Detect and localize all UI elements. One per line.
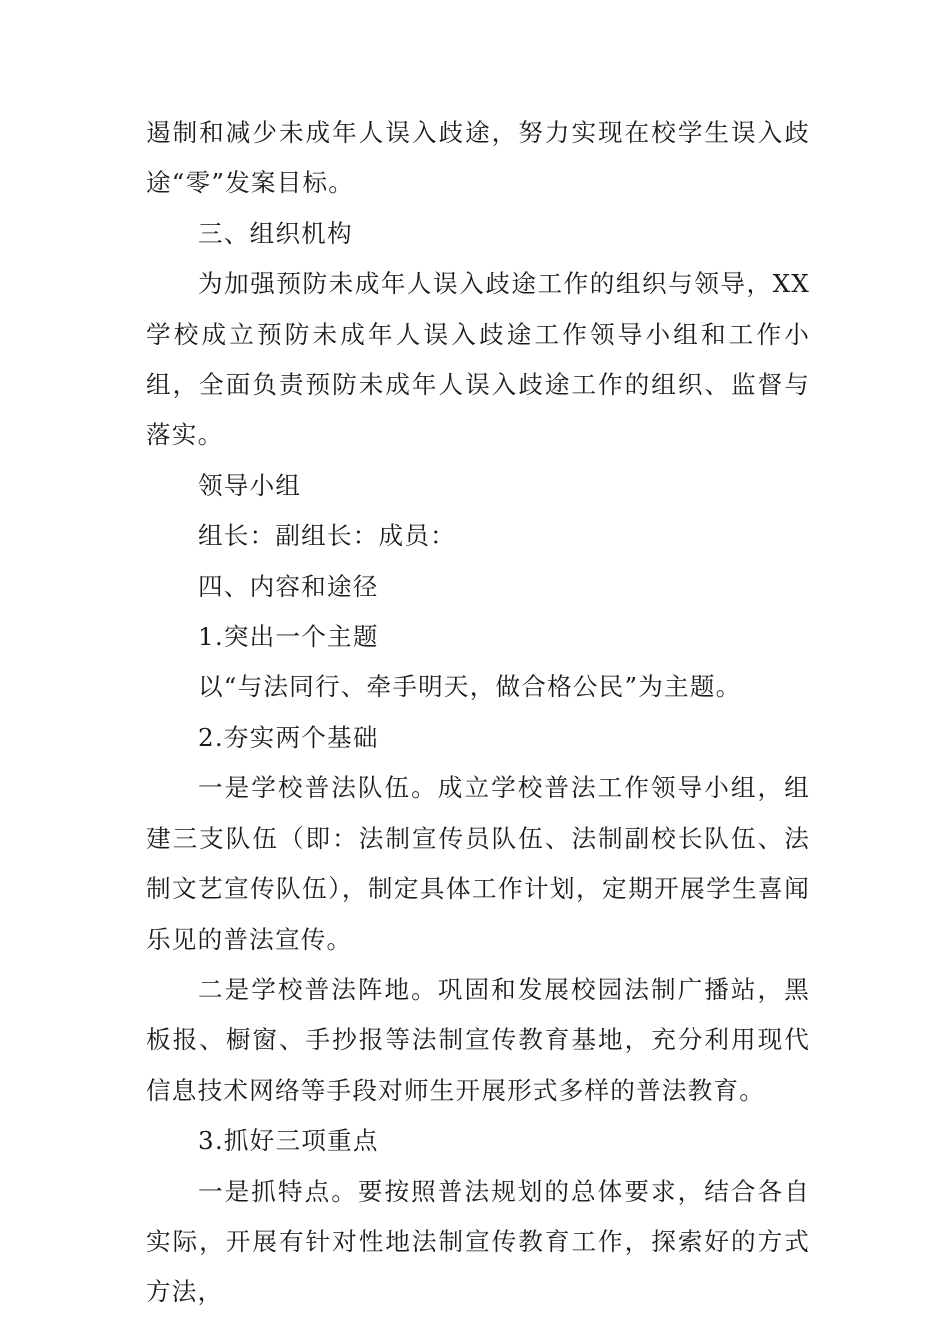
heading-content-approach: 四、内容和途径 (198, 571, 379, 601)
paragraph-theme: 以“与法同行、牵手明天，做合格公民”为主题。 (198, 672, 742, 702)
paragraph-team: 一是学校普法队伍。成立学校普法工作领导小组，组建三支队伍（即：法制宣传员队伍、法制副校长队伍、法制文艺宣传队伍），制定具体工作计划，定期开展学生喜闻乐见的普法宣传。 (146, 773, 810, 954)
subheading-priorities: 3.抓好三项重点 (198, 1126, 379, 1156)
heading-organization: 三、组织机构 (198, 218, 353, 248)
paragraph-organization: 为加强预防未成年人误入歧途工作的组织与领导，XX学校成立预防未成年人误入歧途工作领导小组和工作小组，全面负责预防未成年人误入歧途工作的组织、监督与落实。 (146, 269, 810, 450)
paragraph-continuation: 遏制和减少未成年人误入歧途，努力实现在校学生误入歧途“零”发案目标。 (146, 118, 810, 198)
paragraph-features: 一是抓特点。要按照普法规划的总体要求，结合各自实际，开展有针对性地法制宣传教育工作，探索好的方式方法， (146, 1176, 810, 1307)
subheading-foundations: 2.夯实两个基础 (198, 722, 379, 752)
subheading-theme: 1.突出一个主题 (198, 622, 379, 652)
paragraph-base: 二是学校普法阵地。巩固和发展校园法制广播站，黑板报、橱窗、手抄报等法制宣传教育基地，充分利用现代信息技术网络等手段对师生开展形式多样的普法教育。 (146, 974, 810, 1105)
heading-leadership-group: 领导小组 (198, 470, 302, 500)
document-body (146, 108, 810, 1318)
leadership-roles: 组长：副组长：成员： (198, 521, 456, 551)
